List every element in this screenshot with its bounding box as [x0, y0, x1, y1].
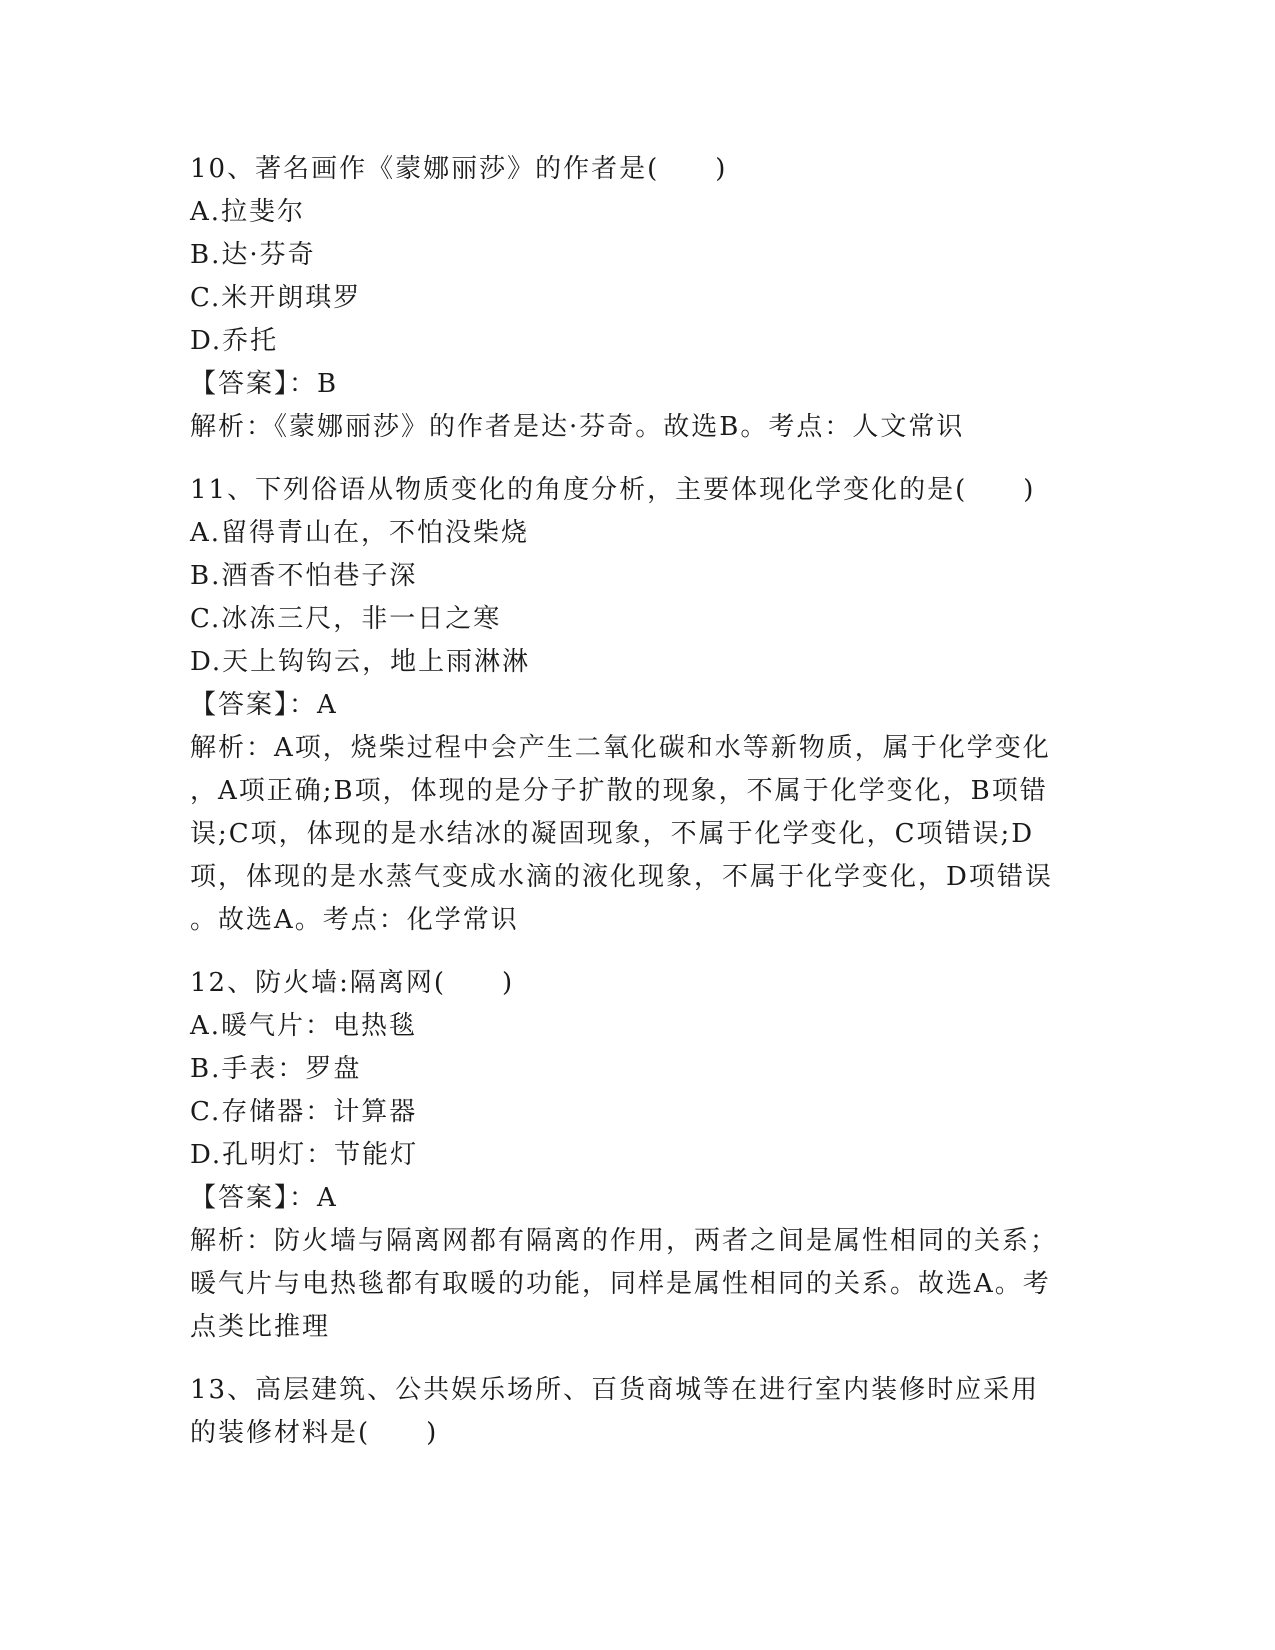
- analysis-line: 项，体现的是水蒸气变成水滴的液化现象，不属于化学变化，D项错误: [190, 862, 1053, 892]
- analysis-line: 解析：A项，烧柴过程中会产生二氧化碳和水等新物质，属于化学变化: [190, 733, 1051, 763]
- analysis-line: 暖气片与电热毯都有取暖的功能，同样是属性相同的关系。故选A。考: [190, 1269, 1051, 1299]
- answer-line: 【答案】：A: [190, 690, 338, 720]
- option-a: A.留得青山在，不怕没柴烧: [190, 518, 530, 548]
- option-a: A.暖气片：电热毯: [190, 1011, 418, 1041]
- option-b: B.达·芬奇: [190, 240, 316, 270]
- question-10: [190, 148, 1090, 449]
- question-stem-continued: 的装修材料是( ): [190, 1418, 439, 1448]
- document-page: [190, 148, 1090, 1455]
- option-d: D.天上钩钩云，地上雨淋淋: [190, 647, 531, 677]
- option-d: D.孔明灯：节能灯: [190, 1140, 419, 1170]
- question-13: [190, 1369, 1090, 1455]
- question-11: [190, 469, 1090, 942]
- analysis-line: 点类比推理: [190, 1312, 331, 1342]
- question-stem: 13、高层建筑、公共娱乐场所、百货商城等在进行室内装修时应采用: [190, 1375, 1040, 1405]
- option-b: B.手表：罗盘: [190, 1054, 362, 1084]
- question-stem: 12、防火墙:隔离网( ): [190, 968, 515, 998]
- answer-line: 【答案】：B: [190, 369, 339, 399]
- option-c: C.米开朗琪罗: [190, 283, 362, 313]
- analysis-line: 。故选A。考点：化学常识: [190, 905, 519, 935]
- analysis-line: 解析：《蒙娜丽莎》的作者是达·芬奇。故选B。考点：人文常识: [190, 412, 965, 442]
- option-d: D.乔托: [190, 326, 279, 356]
- option-b: B.酒香不怕巷子深: [190, 561, 418, 591]
- question-12: [190, 962, 1090, 1349]
- answer-line: 【答案】：A: [190, 1183, 338, 1213]
- analysis-line: 解析：防火墙与隔离网都有隔离的作用，两者之间是属性相同的关系；: [190, 1226, 1059, 1256]
- question-stem: 10、著名画作《蒙娜丽莎》的作者是( ): [190, 154, 728, 184]
- analysis-line: 误;C项，体现的是水结冰的凝固现象，不属于化学变化，C项错误;D: [190, 819, 1035, 849]
- option-a: A.拉斐尔: [190, 197, 306, 227]
- option-c: C.冰冻三尺，非一日之寒: [190, 604, 502, 634]
- analysis-line: ，A项正确;B项，体现的是分子扩散的现象，不属于化学变化，B项错: [190, 776, 1048, 806]
- question-stem: 11、下列俗语从物质变化的角度分析，主要体现化学变化的是( ): [190, 475, 1036, 505]
- option-c: C.存储器：计算器: [190, 1097, 418, 1127]
